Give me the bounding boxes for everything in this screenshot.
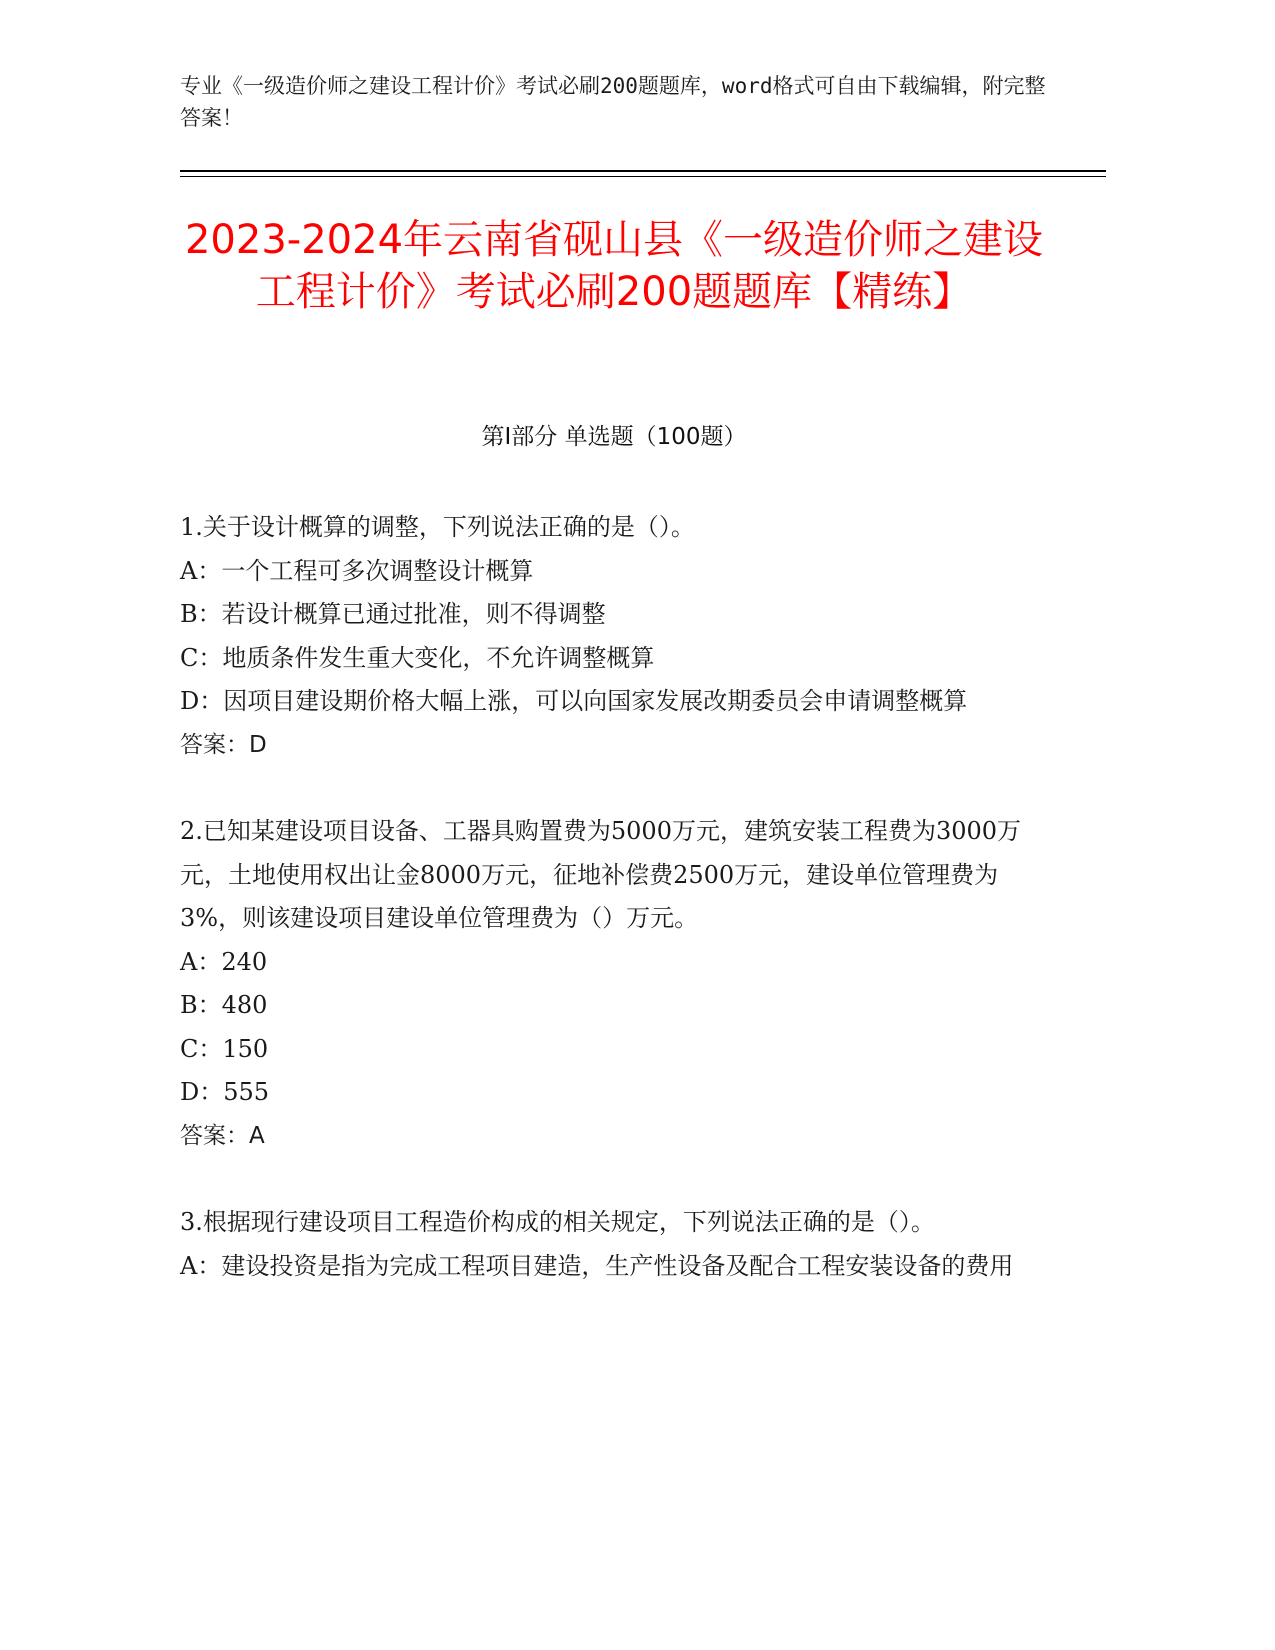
question-1 [180, 506, 1035, 767]
answer: 答案：D [180, 731, 267, 758]
answer: 答案：A [180, 1122, 265, 1149]
question-3 [180, 1201, 1035, 1288]
option-b: B：若设计概算已通过批准，则不得调整 [180, 600, 606, 628]
question-list [180, 506, 1035, 1331]
option-c: C：150 [180, 1034, 269, 1063]
header-note: 专业《一级造价师之建设工程计价》考试必刷200题题库，word格式可自由下载编辑，附完整答案！ [180, 74, 1046, 130]
question-text: 1.关于设计概算的调整，下列说法正确的是（）。 [180, 513, 695, 541]
option-d: D：555 [180, 1078, 270, 1106]
option-a: A：一个工程可多次调整设计概算 [180, 556, 534, 585]
option-d: D：因项目建设期价格大幅上涨，可以向国家发展改期委员会申请调整概算 [180, 687, 968, 715]
option-c: C：地质条件发生重大变化，不允许调整概算 [180, 643, 655, 672]
section-title: 第I部分 单选题（100题） [481, 424, 747, 450]
document-title: 2023-2024年云南省砚山县《一级造价师之建设工程计价》考试必刷200题题库【精练】 [184, 217, 1044, 315]
question-text: 2.已知某建设项目设备、工器具购置费为5000万元，建筑安装工程费为3000万元，土地使用权出让金8000万元，征地补偿费2500万元，建设单位管理费为3%，则该建设项目建设单位管理费为（）万元。 [180, 817, 1022, 932]
option-a: A：240 [180, 947, 268, 976]
option-a: A：建设投资是指为完成工程项目建造，生产性设备及配合工程安装设备的费用 [180, 1251, 1014, 1280]
header-rule-thin [180, 176, 1106, 177]
question-2 [180, 810, 1035, 1158]
question-text: 3.根据现行建设项目工程造价构成的相关规定，下列说法正确的是（）。 [180, 1208, 935, 1236]
option-b: B：480 [180, 991, 268, 1019]
header-rule-thick [180, 170, 1106, 172]
